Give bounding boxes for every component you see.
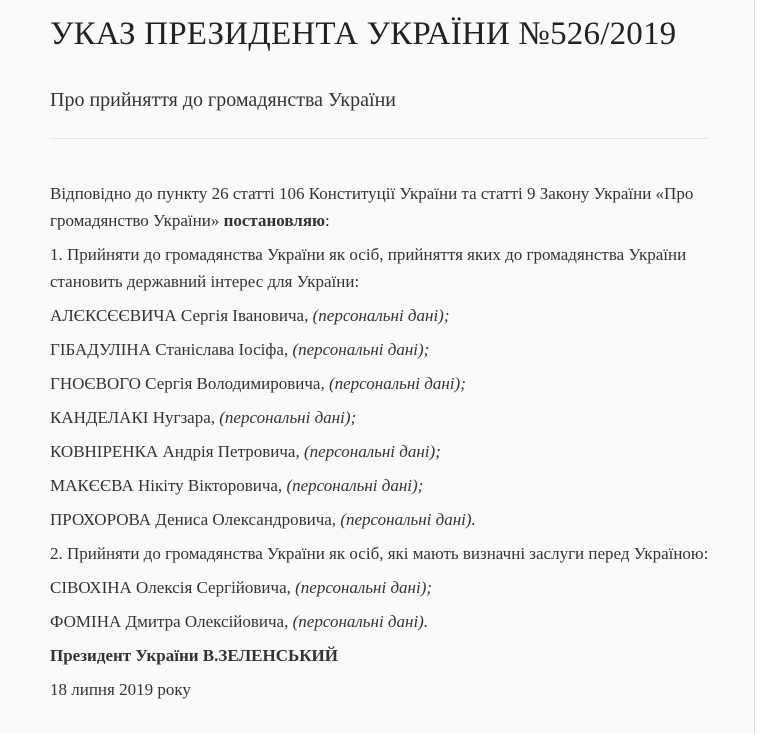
right-gutter [755,0,767,733]
list-item [50,506,709,533]
intro-text: Відповідно до пункту 26 статті 106 Конституції України та статті 9 Закону України «Про громадянство України» [50,184,694,230]
personal-data-note: (персональні дані). [340,510,476,529]
list-item [50,404,709,431]
list-item [50,472,709,499]
person-name: ГІБАДУЛІНА Станіслава Іосіфа, [50,340,289,359]
date-line: 18 липня 2019 року [50,680,191,699]
intro-paragraph [50,180,709,234]
personal-data-note: (персональні дані); [219,408,357,427]
section2-lead: 2. Прийняти до громадянства України як осіб, які мають визначні заслуги перед Україною: [50,544,709,563]
intro-colon: : [325,211,330,230]
list-item [50,336,709,363]
person-name: КАНДЕЛАКІ Нугзара, [50,408,216,427]
person-name: ФОМІНА Дмитра Олексійовича, [50,612,289,631]
person-name: ПРОХОРОВА Дениса Олександровича, [50,510,337,529]
personal-data-note: (персональні дані); [292,340,430,359]
person-name: АЛЄКСЄЄВИЧА Сергія Івановича, [50,306,309,325]
list-item [50,370,709,397]
person-name: ГНОЄВОГО Сергія Володимировича, [50,374,325,393]
signature-line: Президент України В.ЗЕЛЕНСЬКИЙ [50,646,338,665]
section1-lead: 1. Прийняти до громадянства України як осіб, прийняття яких до громадянства України становить державний інтерес для України: [50,245,687,291]
list-item [50,608,709,635]
personal-data-note: (персональні дані); [295,578,433,597]
intro-bold-word: постановляю [223,211,326,230]
personal-data-note: (персональні дані); [328,374,466,393]
list-item [50,574,709,601]
document-subtitle: Про прийняття до громадянства України [50,89,396,111]
person-name: СІВОХІНА Олексія Сергійовича, [50,578,291,597]
divider [50,138,709,139]
list-item [50,302,709,329]
personal-data-note: (персональні дані); [312,306,450,325]
person-name: МАКЄЄВА Нікіту Вікторовича, [50,476,283,495]
personal-data-note: (персональні дані); [286,476,424,495]
personal-data-note: (персональні дані); [303,442,441,461]
person-name: КОВНІРЕНКА Андрія Петровича, [50,442,300,461]
document-title: УКАЗ ПРЕЗИДЕНТА УКРАЇНИ №526/2019 [50,16,677,52]
personal-data-note: (персональні дані). [292,612,429,631]
list-item [50,438,709,465]
